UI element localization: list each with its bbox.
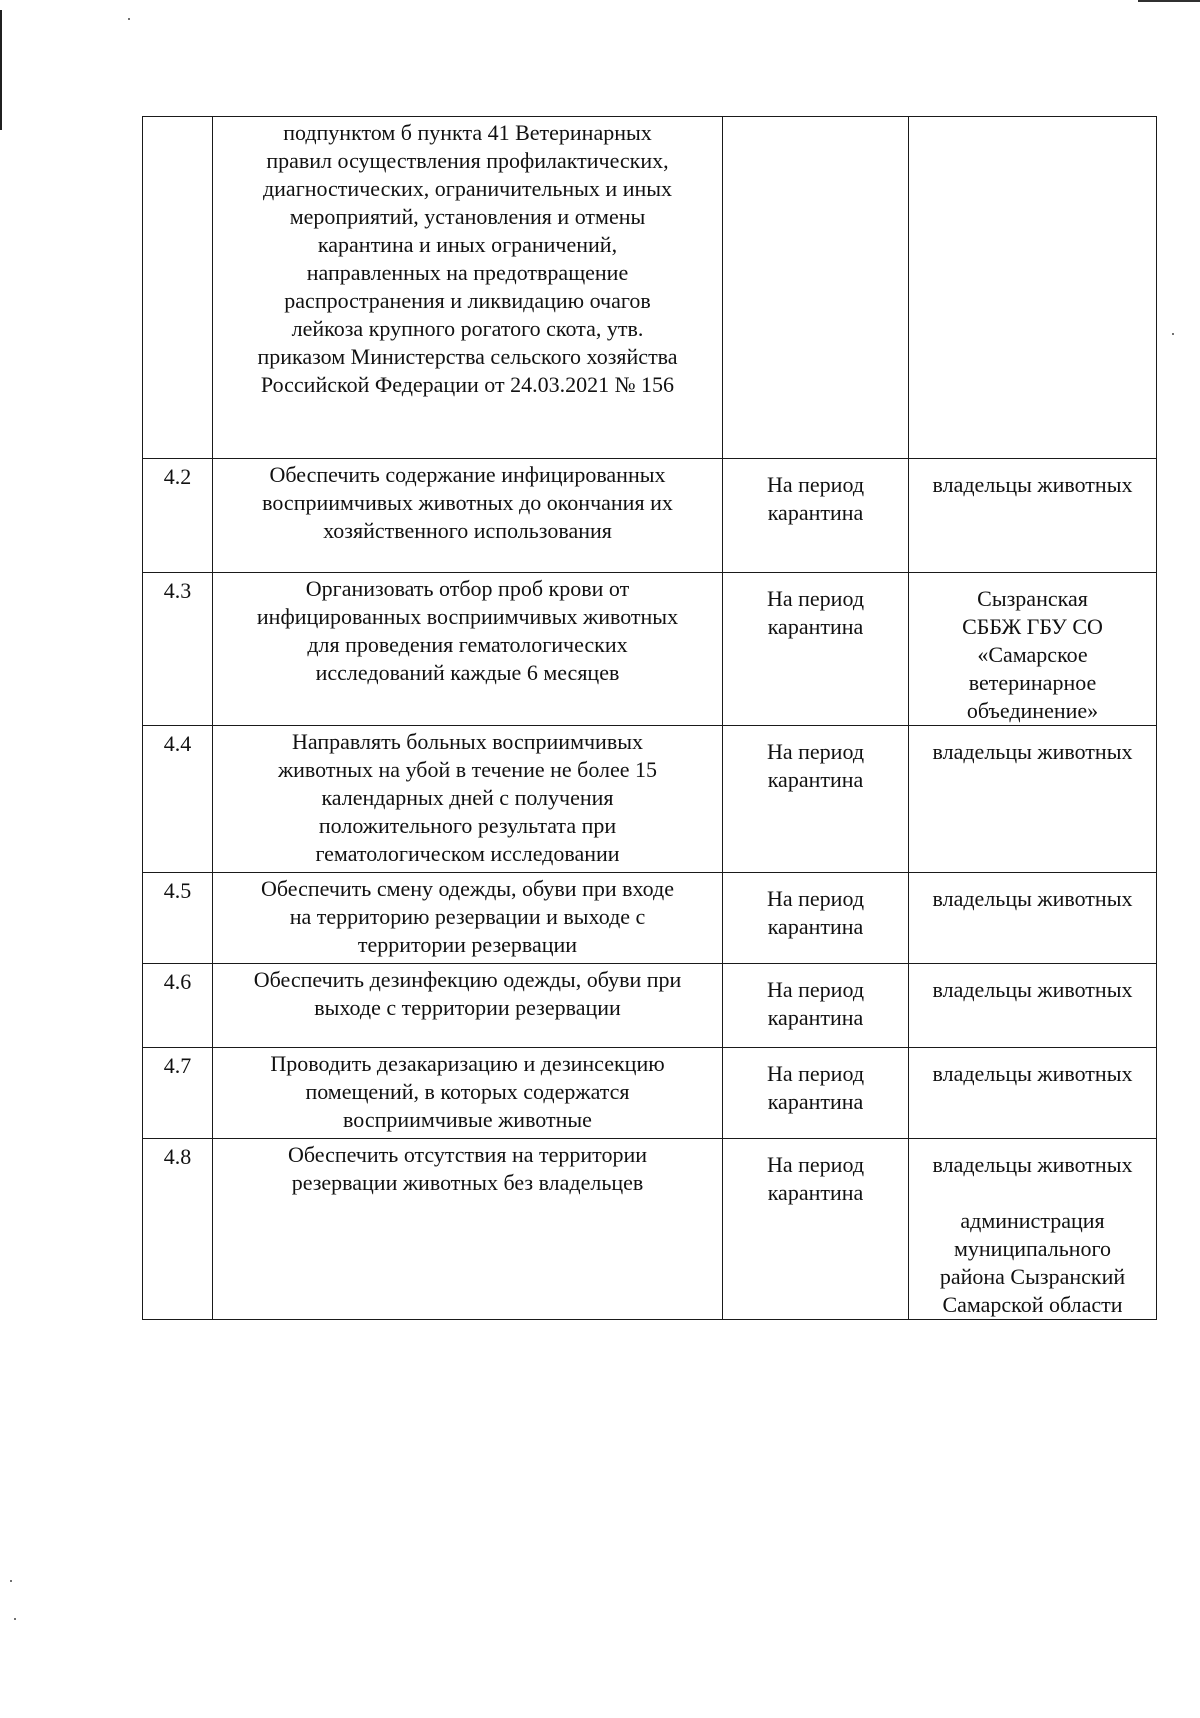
- measure-text-line: выходе с территории резервации: [314, 995, 621, 1020]
- responsible-entry: [909, 1060, 1156, 1088]
- responsible-text-line: владельцы животных: [932, 472, 1133, 497]
- measure-text-line: распространения и ликвидацию очагов: [284, 288, 651, 313]
- measure-term: [723, 964, 909, 1048]
- responsible-entry: [909, 585, 1156, 725]
- measure-term: [723, 873, 909, 964]
- term-text-line: карантина: [767, 1089, 864, 1114]
- table-row: [143, 117, 1157, 459]
- measure-text-line: календарных дней с получения: [321, 785, 614, 810]
- responsible-text-line: владельцы животных: [932, 739, 1133, 764]
- responsible-text-line: «Самарское: [977, 642, 1088, 667]
- responsible-entry: [909, 471, 1156, 499]
- scan-speck: [14, 1618, 16, 1620]
- item-number: 4.6: [143, 964, 213, 1048]
- measure-text-line: Обеспечить дезинфекцию одежды, обуви при: [253, 967, 682, 992]
- measure-description: [213, 1139, 723, 1320]
- responsible-party: [909, 1048, 1157, 1139]
- measure-text-line: лейкоза крупного рогатого скота, утв.: [291, 316, 644, 341]
- item-number: 4.7: [143, 1048, 213, 1139]
- measure-text-line: диагностических, ограничительных и иных: [262, 176, 673, 201]
- measure-term: [723, 1139, 909, 1320]
- measure-text-line: животных на убой в течение не более 15: [277, 757, 658, 782]
- measure-description: [213, 1048, 723, 1139]
- term-text-line: На период: [766, 886, 865, 911]
- responsible-text-line: администрация: [960, 1208, 1105, 1233]
- table-row: [143, 573, 1157, 726]
- term-text-line: карантина: [767, 767, 864, 792]
- measure-description: [213, 726, 723, 873]
- responsible-party: [909, 573, 1157, 726]
- measure-term: [723, 726, 909, 873]
- measure-description: [213, 573, 723, 726]
- table-row: [143, 1139, 1157, 1320]
- measure-text-line: на территорию резервации и выходе с: [289, 904, 646, 929]
- measure-text-line: для проведения гематологических: [307, 632, 628, 657]
- term-text-line: На период: [766, 1152, 865, 1177]
- responsible-entry: [909, 976, 1156, 1004]
- measure-text-line: правил осуществления профилактических,: [266, 148, 669, 173]
- measure-text-line: направленных на предотвращение: [306, 260, 629, 285]
- responsible-entry: [909, 885, 1156, 913]
- term-text-line: На период: [766, 739, 865, 764]
- responsible-entry: [909, 1151, 1156, 1179]
- term-text-line: На период: [766, 977, 865, 1002]
- measure-text-line: исследований каждые 6 месяцев: [315, 660, 620, 685]
- term-text-line: карантина: [767, 500, 864, 525]
- responsible-party: [909, 117, 1157, 459]
- term-text-line: На период: [766, 1061, 865, 1086]
- measures-table-body: [143, 117, 1157, 1320]
- measure-text-line: Организовать отбор проб крови от: [305, 576, 630, 601]
- table-row: [143, 1048, 1157, 1139]
- measure-term: [723, 459, 909, 573]
- measure-text-line: помещений, в которых содержатся: [305, 1079, 630, 1104]
- responsible-text-line: владельцы животных: [932, 1061, 1133, 1086]
- measure-text-line: гематологическом исследовании: [315, 841, 620, 866]
- responsible-spacer: [909, 1179, 1156, 1207]
- responsible-text-line: ветеринарное: [968, 670, 1097, 695]
- responsible-text-line: района Сызранский: [939, 1264, 1126, 1289]
- scan-speck: [128, 18, 130, 20]
- responsible-entry: [909, 1207, 1156, 1319]
- measure-description: [213, 873, 723, 964]
- responsible-party: [909, 459, 1157, 573]
- term-text-line: карантина: [767, 1005, 864, 1030]
- item-number: 4.4: [143, 726, 213, 873]
- measure-text-line: мероприятий, установления и отмены: [289, 204, 646, 229]
- responsible-text-line: владельцы животных: [932, 886, 1133, 911]
- table-row: [143, 964, 1157, 1048]
- measure-text-line: положительного результата при: [318, 813, 617, 838]
- responsible-text-line: объединение»: [966, 698, 1099, 723]
- measure-text-line: территории резервации: [357, 932, 578, 957]
- responsible-entry: [909, 738, 1156, 766]
- item-number: 4.5: [143, 873, 213, 964]
- item-number: 4.2: [143, 459, 213, 573]
- responsible-text-line: владельцы животных: [932, 1152, 1133, 1177]
- measure-text-line: инфицированных восприимчивых животных: [256, 604, 679, 629]
- measure-text-line: приказом Министерства сельского хозяйства: [257, 344, 678, 369]
- measure-text-line: Обеспечить отсутствия на территории: [287, 1142, 647, 1167]
- measure-description: [213, 117, 723, 459]
- term-text-line: карантина: [767, 614, 864, 639]
- item-number: [143, 117, 213, 459]
- responsible-text-line: Самарской области: [942, 1292, 1123, 1317]
- responsible-text-line: Сызранская: [977, 586, 1088, 611]
- term-text-line: На период: [766, 472, 865, 497]
- measure-text-line: Проводить дезакаризацию и дезинсекцию: [270, 1051, 665, 1076]
- measure-description: [213, 964, 723, 1048]
- term-text-line: карантина: [767, 1180, 864, 1205]
- measure-text-line: восприимчивых животных до окончания их: [262, 490, 673, 515]
- measure-description: [213, 459, 723, 573]
- measures-table: [142, 116, 1157, 1320]
- responsible-party: [909, 964, 1157, 1048]
- measure-text-line: Российской Федерации от 24.03.2021 № 156: [260, 372, 675, 397]
- measure-text-line: Обеспечить содержание инфицированных: [269, 462, 666, 487]
- measure-text-line: Обеспечить смену одежды, обуви при входе: [260, 876, 674, 901]
- table-row: [143, 726, 1157, 873]
- responsible-text-line: владельцы животных: [932, 977, 1133, 1002]
- measure-text-line: хозяйственного использования: [323, 518, 612, 543]
- measure-term: [723, 573, 909, 726]
- scan-speck: [1172, 333, 1174, 335]
- term-text-line: На период: [766, 586, 865, 611]
- term-text-line: карантина: [767, 914, 864, 939]
- responsible-party: [909, 873, 1157, 964]
- responsible-party: [909, 726, 1157, 873]
- scan-edge-mark: [0, 10, 2, 130]
- measure-term: [723, 1048, 909, 1139]
- measure-text-line: восприимчивые животные: [343, 1107, 592, 1132]
- measure-text-line: подпунктом б пункта 41 Ветеринарных: [283, 120, 652, 145]
- table-row: [143, 459, 1157, 573]
- measure-text-line: Направлять больных восприимчивых: [291, 729, 643, 754]
- responsible-text-line: СББЖ ГБУ СО: [962, 614, 1103, 639]
- item-number: 4.3: [143, 573, 213, 726]
- measure-text-line: резервации животных без владельцев: [291, 1170, 644, 1195]
- scan-speck: [10, 1580, 12, 1582]
- scan-edge-mark: [1138, 0, 1200, 2]
- measure-text-line: карантина и иных ограничений,: [317, 232, 618, 257]
- responsible-text-line: муниципального: [953, 1236, 1111, 1261]
- table-row: [143, 873, 1157, 964]
- measure-term: [723, 117, 909, 459]
- item-number: 4.8: [143, 1139, 213, 1320]
- responsible-party: [909, 1139, 1157, 1320]
